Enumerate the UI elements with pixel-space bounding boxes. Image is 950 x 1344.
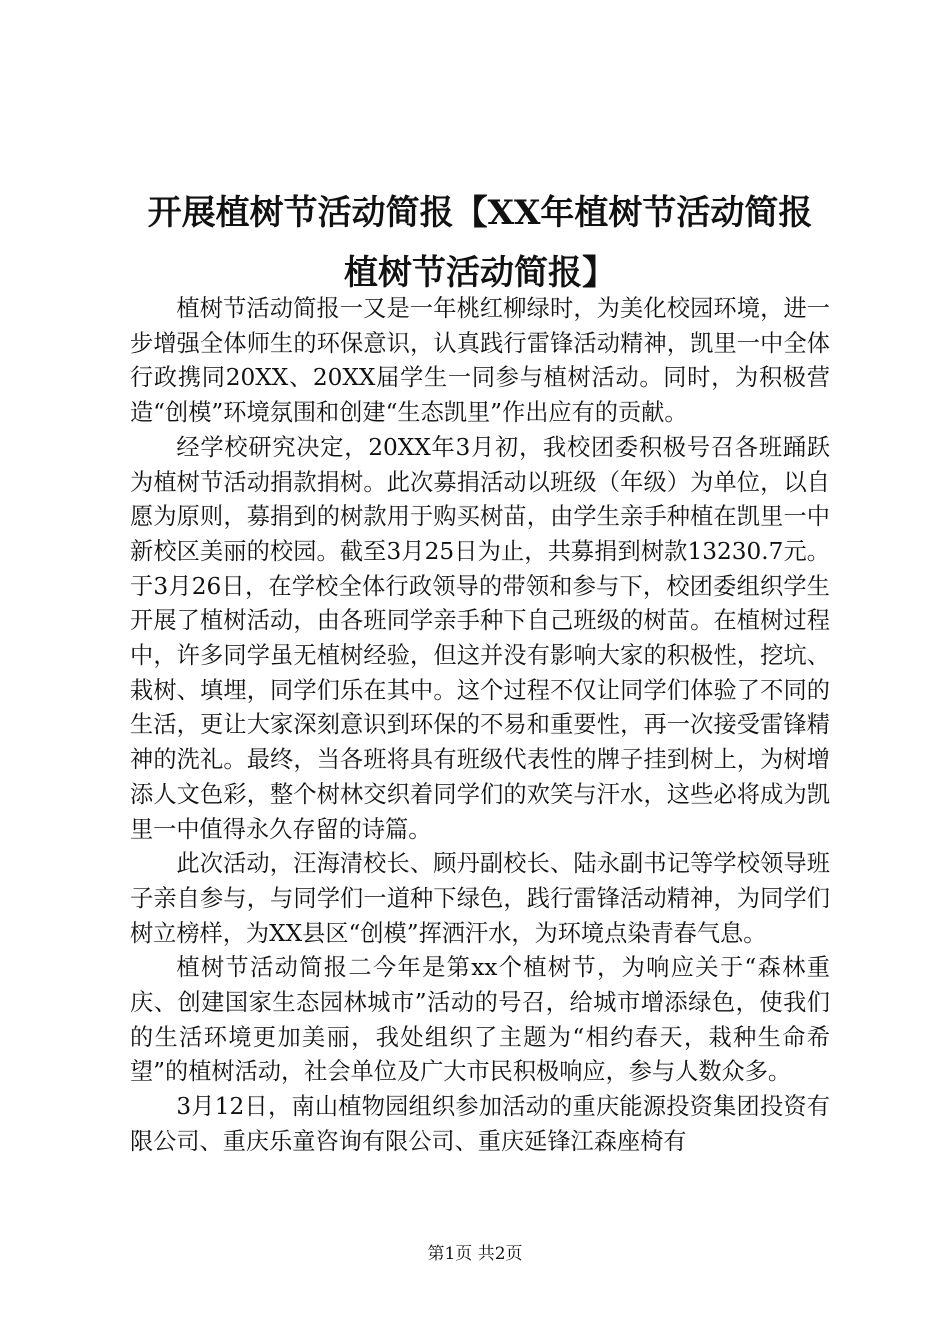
document-body: [130, 292, 830, 1160]
paragraph: 3月12日，南山植物园组织参加活动的重庆能源投资集团投资有限公司、重庆乐童咨询有限公司、重庆延锋江森座椅有: [130, 1093, 830, 1155]
title-line-1: 开展植树节活动简报【XX年植树节活动简报: [147, 193, 813, 233]
paragraph: 经学校研究决定，20XX年3月初，我校团委积极号召各班踊跃为植树节活动捐款捐树。此次募捐活动以班级（年级）为单位，以自愿为原则，募捐到的树款用于购买树苗，由学生亲手种植在凯里一中新校区美丽的校园。截至3月25日为止，共募捐到树款13230.7元。于3月26日，在学校全体行政领导的带领和参与下，校团委组织学生开展了植树活动，由各班同学亲手种下自己班级的树苗。在植树过程中，许多同学虽无植树经验，但这并没有影响大家的积极性，挖坑、栽树、填埋，同学们乐在其中。这个过程不仅让同学们体验了不同的生活，更让大家深刻意识到环保的不易和重要性，再一次接受雷锋精神的洗礼。最终，当各班将具有班级代表性的牌子挂到树上，为树增添人文色彩，整个树林交织着同学们的欢笑与汗水，这些必将成为凯里一中值得永久存留的诗篇。: [130, 433, 830, 843]
paragraph: 植树节活动简报一又是一年桃红柳绿时，为美化校园环境，进一步增强全体师生的环保意识，认真践行雷锋活动精神，凯里一中全体行政携同20XX、20XX届学生一同参与植树活动。同时，为积极营造“创模”环境氛围和创建“生态凯里”作出应有的贡献。: [130, 295, 830, 427]
paragraph: 植树节活动简报二今年是第xx个植树节，为响应关于“森林重庆、创建国家生态园林城市”活动的号召，给城市增添绿色，使我们的生活环境更加美丽，我处组织了主题为“相约春天，栽种生命希望”的植树活动，社会单位及广大市民积极响应，参与人数众多。: [130, 954, 830, 1086]
page-number-footer: 第1页 共2页: [427, 1244, 523, 1264]
document-title: [130, 183, 830, 303]
paragraph: 此次活动，汪海清校长、顾丹副校长、陆永副书记等学校领导班子亲自参与，与同学们一道种下绿色，践行雷锋活动精神，为同学们树立榜样，为XX县区“创模”挥洒汗水，为环境点染青春气息。: [130, 850, 830, 947]
title-line-2: 植树节活动简报】: [344, 253, 616, 293]
